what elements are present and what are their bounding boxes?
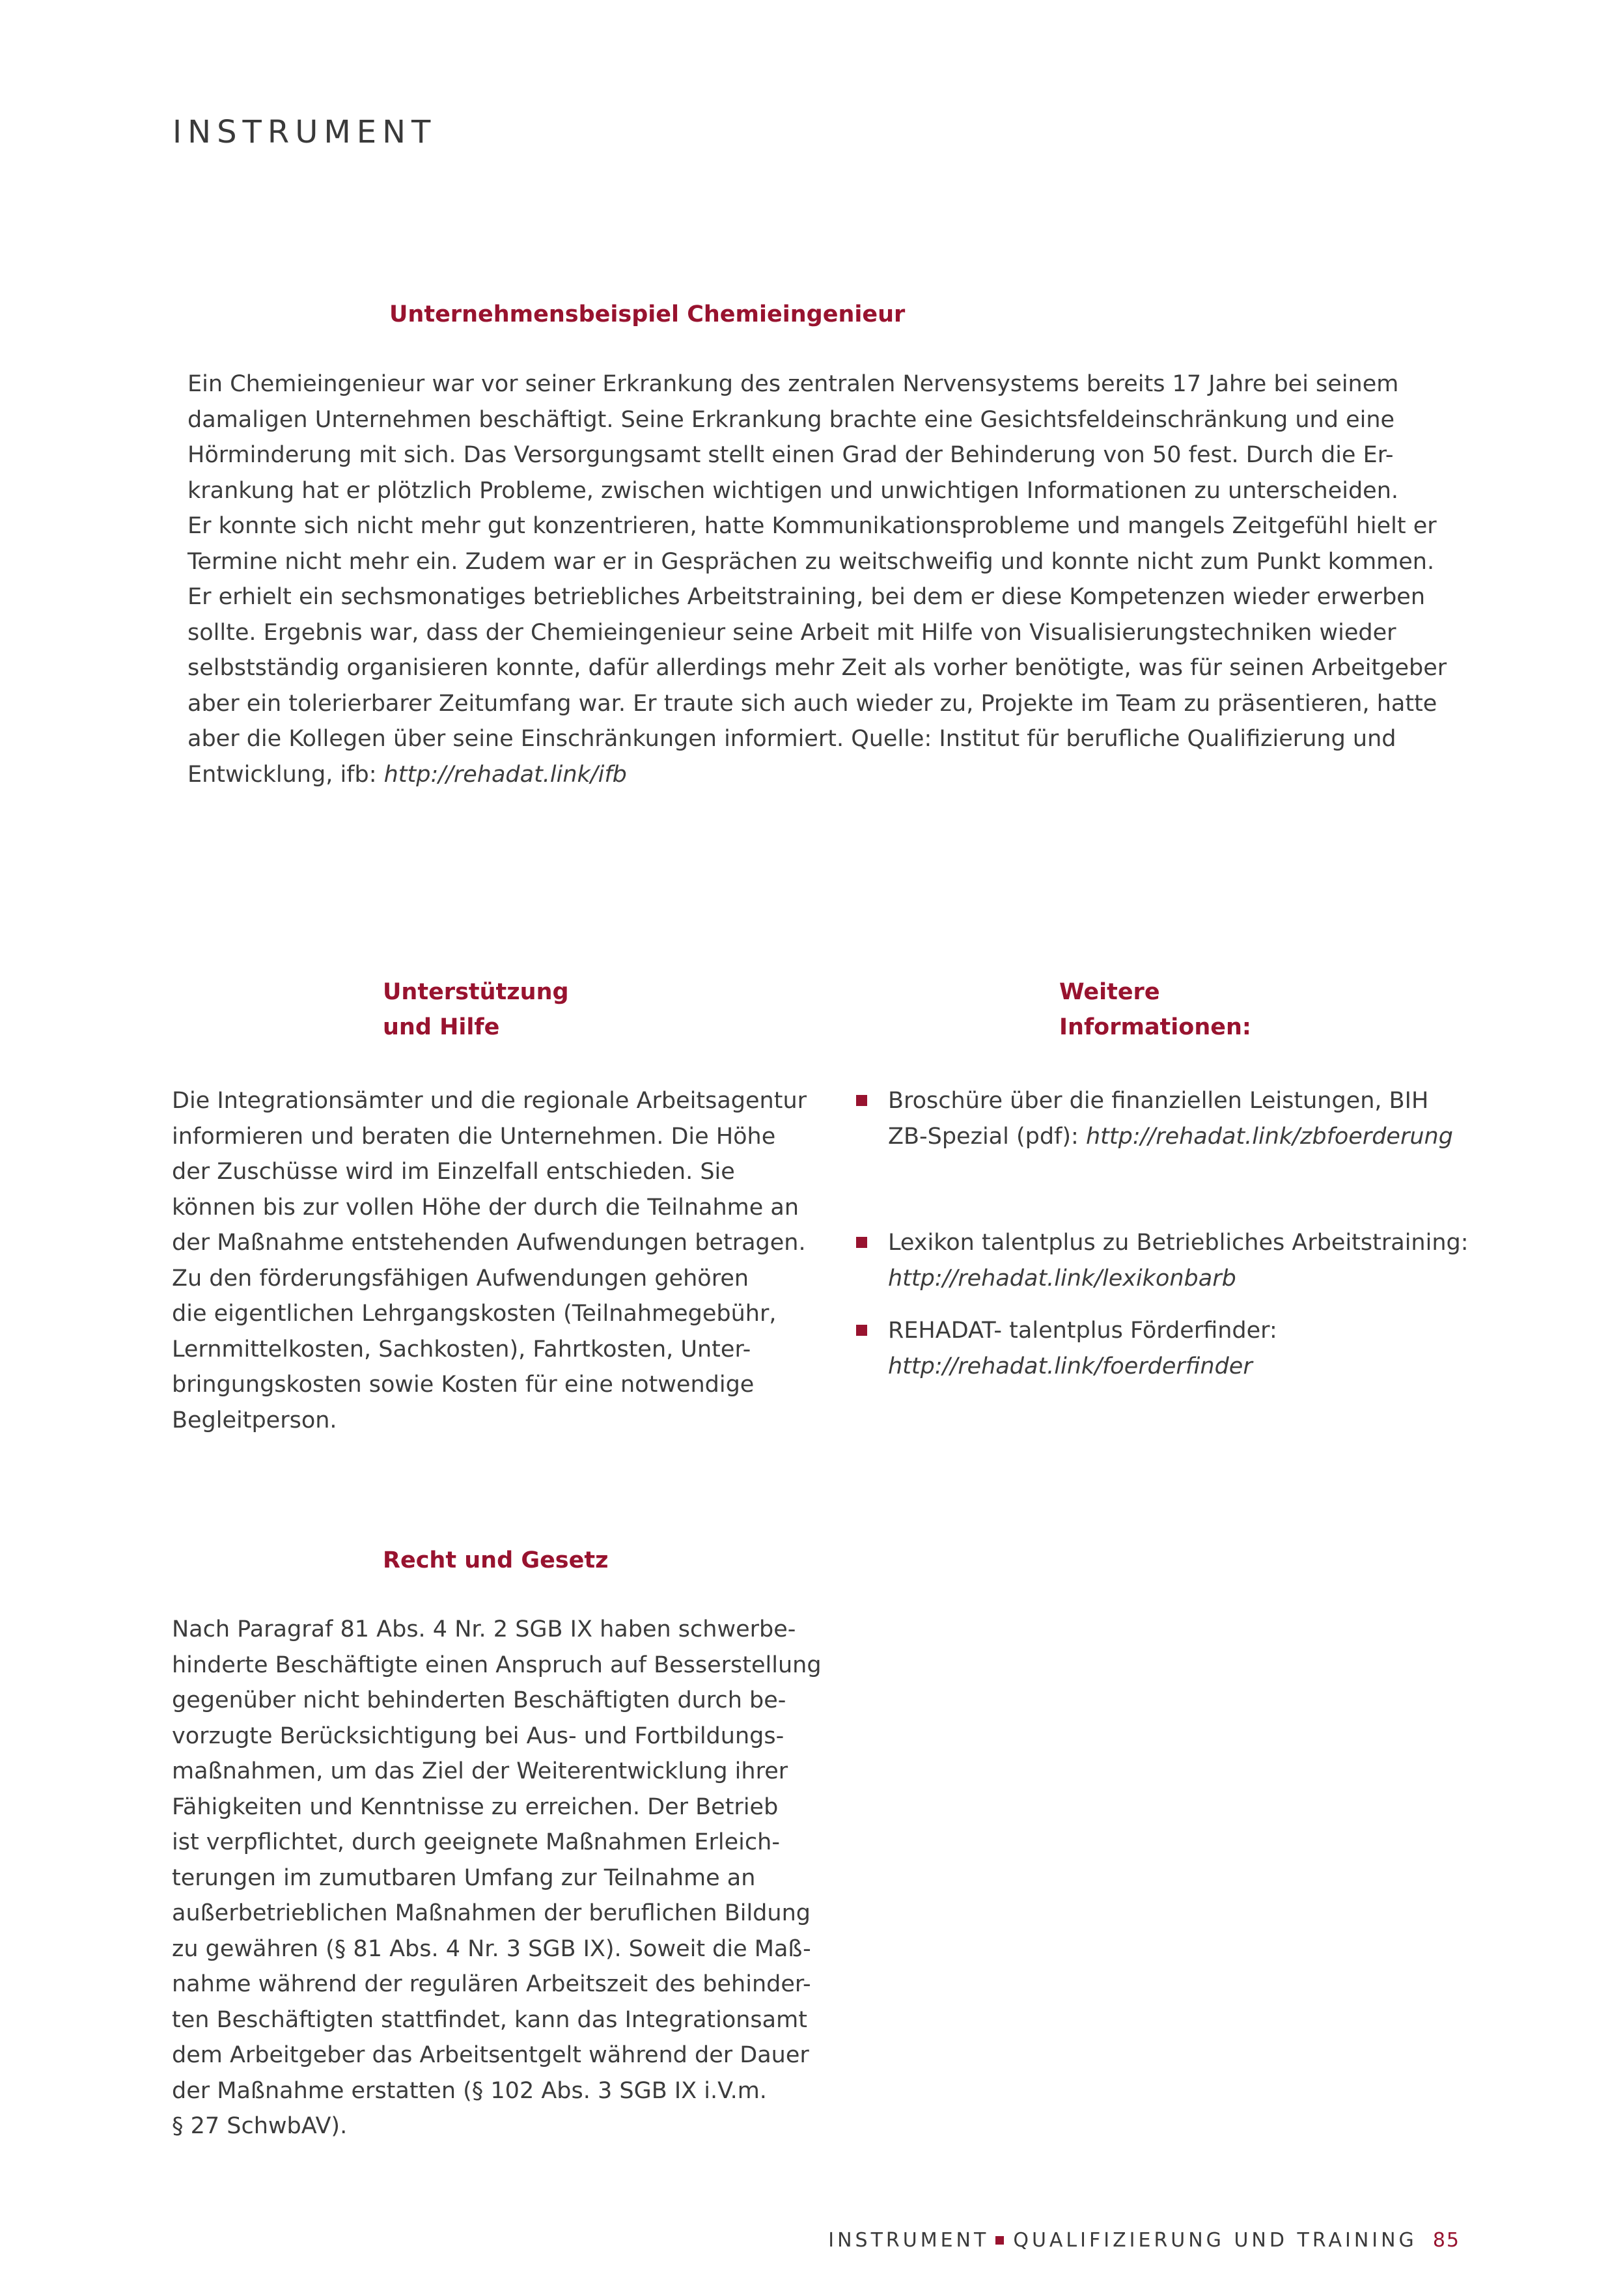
text-line: Termine nicht mehr ein. Zudem war er in Gesprächen zu weitschweifig und konnte nicht zum Punkt kommen. — [187, 548, 1435, 575]
support-heading — [383, 975, 569, 1045]
item-text: Lexikon talentplus zu Betriebliches Arbeitstraining: — [888, 1230, 1469, 1256]
text-line: Er erhielt ein sechsmonatiges betriebliches Arbeitstraining, bei dem er diese Kompetenzen wieder erwerben — [187, 584, 1426, 610]
text-line: Die Integrationsämter und die regionale Arbeitsagentur — [172, 1088, 807, 1114]
text-line: vorzugte Berücksichtigung bei Aus- und Fortbildungs- — [172, 1722, 784, 1749]
page-footer — [828, 2229, 1460, 2252]
text-line: informieren und beraten die Unternehmen. Die Höhe — [172, 1123, 776, 1150]
footer-separator-icon — [995, 2236, 1004, 2245]
text-line: Ein Chemieingenieur war vor seiner Erkrankung des zentralen Nervensystems bereits 17 Jahre bei seinem — [187, 371, 1399, 397]
footer-chapter: QUALIFIZIERUNG UND TRAINING — [1013, 2229, 1417, 2252]
item-text-prefix: ZB-Spezial (pdf): — [888, 1123, 1086, 1150]
text-line: Begleitperson. — [172, 1407, 337, 1433]
support-text — [172, 1083, 807, 1438]
bullet-square-icon — [856, 1237, 867, 1248]
text-line: die eigentlichen Lehrgangskosten (Teilnahmegebühr, — [172, 1301, 777, 1327]
item-text: Broschüre über die finanziellen Leistungen, BIH — [888, 1088, 1429, 1114]
text-line: können bis zur vollen Höhe der durch die Teilnahme an — [172, 1194, 799, 1221]
text-line: Lernmittelkosten, Sachkosten), Fahrtkosten, Unter- — [172, 1336, 751, 1362]
text-line: ist verpflichtet, durch geeignete Maßnahmen Erleich- — [172, 1829, 780, 1855]
bullet-square-icon — [856, 1095, 867, 1106]
text-line: nahme während der regulären Arbeitszeit des behinder- — [172, 1971, 811, 1997]
text-line: zu gewähren (§ 81 Abs. 4 Nr. 3 SGB IX). Soweit die Maß- — [172, 1935, 811, 1962]
law-heading: Recht und Gesetz — [383, 1547, 609, 1573]
example-text — [187, 367, 1447, 792]
bullet-square-icon — [856, 1325, 867, 1336]
support-heading-line: und Hilfe — [383, 1014, 500, 1040]
text-line: der Maßnahme entstehenden Aufwendungen betragen. — [172, 1230, 806, 1256]
text-line: hinderte Beschäftigte einen Anspruch auf Besserstellung — [172, 1652, 822, 1678]
text-line: Nach Paragraf 81 Abs. 4 Nr. 2 SGB IX haben schwerbe- — [172, 1616, 796, 1642]
info-heading-line: Informationen: — [1059, 1014, 1251, 1040]
text-line: Zu den förderungsfähigen Aufwendungen gehören — [172, 1265, 749, 1292]
law-text — [172, 1612, 822, 2144]
text-line: Er konnte sich nicht mehr gut konzentrieren, hatte Kommunikationsprobleme und mangels Zeitgefühl hielt er — [187, 513, 1437, 539]
text-line: außerbetrieblichen Maßnahmen der beruflichen Bildung — [172, 1900, 811, 1926]
text-line: damaligen Unternehmen beschäftigt. Seine Erkrankung brachte eine Gesichtsfeldeinschränkung und eine — [187, 406, 1395, 433]
text-line: dem Arbeitgeber das Arbeitsentgelt während der Dauer — [172, 2042, 809, 2068]
text-line: terungen im zumutbaren Umfang zur Teilnahme an — [172, 1864, 756, 1891]
info-list — [856, 1083, 1507, 1409]
text-line: gegenüber nicht behinderten Beschäftigten durch be- — [172, 1687, 786, 1713]
ifb-link[interactable]: http://rehadat.link/ifb — [383, 761, 627, 788]
lexikonbarb-link[interactable]: http://rehadat.link/lexikonbarb — [888, 1265, 1236, 1292]
text-line: Hörminderung mit sich. Das Versorgungsamt stellt einen Grad der Behinderung von 50 fest. Durch die Er- — [187, 442, 1394, 468]
footer-section: INSTRUMENT — [828, 2229, 990, 2252]
support-heading-line: Unterstützung — [383, 979, 569, 1005]
text-line: § 27 SchwbAV). — [172, 2113, 348, 2139]
text-line: sollte. Ergebnis war, dass der Chemieingenieur seine Arbeit mit Hilfe von Visualisierungstechniken wieder — [187, 619, 1396, 646]
text-line: der Maßnahme erstatten (§ 102 Abs. 3 SGB IX i.V.m. — [172, 2077, 767, 2104]
info-heading — [1059, 975, 1251, 1045]
item-text: REHADAT- talentplus Förderfinder: — [888, 1318, 1277, 1344]
text-line: krankung hat er plötzlich Probleme, zwischen wichtigen und unwichtigen Informationen zu unterscheiden. — [187, 477, 1399, 504]
example-heading: Unternehmensbeispiel Chemieingenieur — [389, 301, 906, 327]
text-line: aber die Kollegen über seine Einschränkungen informiert. Quelle: Institut für berufliche Qualifizierung und — [187, 726, 1396, 752]
page-number: 85 — [1432, 2229, 1460, 2252]
text-line: maßnahmen, um das Ziel der Weiterentwicklung ihrer — [172, 1758, 788, 1784]
text-line — [187, 757, 1447, 793]
text-line: der Zuschüsse wird im Einzelfall entschieden. Sie — [172, 1159, 735, 1185]
text-line: aber ein tolerierbarer Zeitumfang war. Er traute sich auch wieder zu, Projekte im Team zu präsentieren, hatte — [187, 690, 1437, 717]
text-line-prefix: Entwicklung, ifb: — [187, 761, 384, 788]
info-heading-line: Weitere — [1059, 979, 1160, 1005]
text-line: selbstständig organisieren konnte, dafür allerdings mehr Zeit als vorher benötigte, was für seinen Arbeitgeber — [187, 655, 1447, 681]
foerderfinder-link[interactable]: http://rehadat.link/foerderfinder — [888, 1353, 1253, 1379]
text-line: ten Beschäftigten stattfindet, kann das Integrationsamt — [172, 2006, 807, 2033]
zbfoerderung-link[interactable]: http://rehadat.link/zbfoerderung — [1085, 1123, 1453, 1150]
page-header-title: INSTRUMENT — [173, 114, 437, 150]
text-line: bringungskosten sowie Kosten für eine notwendige — [172, 1372, 755, 1398]
text-line: Fähigkeiten und Kenntnisse zu erreichen. Der Betrieb — [172, 1793, 779, 1820]
